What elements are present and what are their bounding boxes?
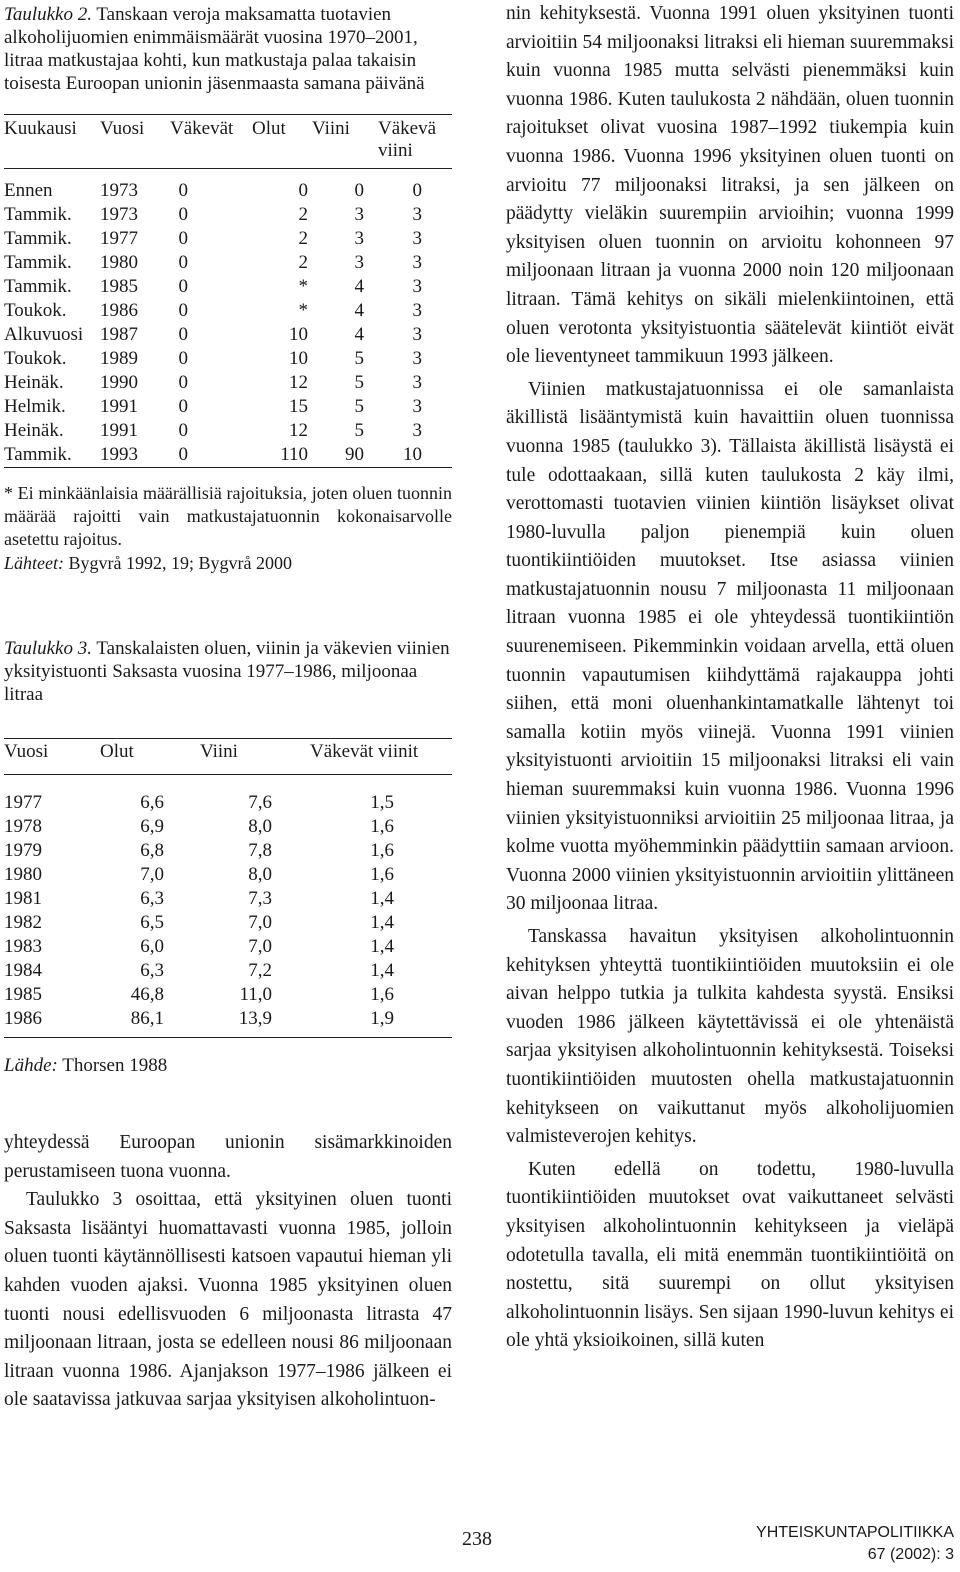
- table3-row: [4, 775, 452, 816]
- table2-cell: 3: [354, 204, 364, 225]
- table2-cell: 0: [178, 276, 188, 297]
- table2-cell: 1987: [100, 324, 138, 345]
- table2-cell: Helmik.: [4, 396, 66, 417]
- table2-row: [4, 371, 452, 395]
- table3-source-label: Lähde:: [4, 1055, 58, 1076]
- table3-header: Vuosi: [4, 741, 49, 762]
- table3-cell: 6,5: [140, 912, 164, 933]
- table2-cell: 3: [412, 204, 422, 225]
- table2-cell: 15: [289, 396, 308, 417]
- table2-cell: Ennen: [4, 180, 53, 201]
- left-body-text: [4, 1129, 452, 1415]
- table3-cell: 6,3: [140, 888, 164, 909]
- table3-row: [4, 863, 452, 887]
- table2-cell: Tammik.: [4, 444, 72, 465]
- table2-row: [4, 227, 452, 251]
- table3-cell: 1981: [4, 888, 42, 909]
- table2-cell: Tammik.: [4, 252, 72, 273]
- table2-cell: 90: [345, 444, 364, 465]
- body-paragraph: nin kehityksestä. Vuonna 1991 oluen yksityinen tuonti arvioitiin 54 miljoonaksi litraksi eli hieman suuremmaksi kuin vuonna 1985 mutta selvästi pienemmäksi kuin vuonna 1986. Kuten taulukosta 2 nähdään, oluen tuonnin rajoitukset olivat vuosina 1987–1992 tiukempia kuin vuonna 1986. Vuonna 1996 yksityinen oluen tuonti on arvioitu 77 miljoonaksi litraksi, ja sen jälkeen on päädytty vieläkin suurempiin arvioihin; vuonna 1999 yksityisen oluen tuonnin on arvioitu kohonneen 97 miljoonaan litraan ja vuonna 2000 noin 120 miljoonaan litraan. Tämä kehitys on sikäli mielenkiintoinen, että oluen verotonta yksityistuontia säätelevät kiintiöt eivät ole lieventyneet tammikuun 1993 jälkeen.: [506, 3, 954, 368]
- table3-header: Olut: [100, 741, 134, 762]
- table2-row: [4, 251, 452, 275]
- journal-issue: 67 (2002): 3: [867, 1546, 954, 1563]
- table3-cell: 13,9: [238, 1008, 272, 1029]
- body-paragraph: Viinien matkustajatuonnissa ei ole samanlaista äkillistä lisääntymistä kuin havaittiin oluen tuonnissa vuonna 1985 (taulukko 3). Tällaista äkillistä lisäystä ei tule odottaakaan, sillä kuten taulukosta 2 käy ilmi, verottomasti tuotavien viinien kiintiön lisäykset olivat 1980-luvulla paljon pienempiä kuin oluen tuontikiintiöiden muutokset. Itse asiassa viinien matkustajatuonnin nousu 7 miljoonasta 11 miljoonaan litraan vuonna 1985 ei ole yhteydessä tuontikiintiön suurenemiseen. Pikemminkin voidaan arvella, että oluen tuonnin vapautumisen kiihdyttämä rajakauppa johti siihen, että moni oluenhankintamatkalle lähtenyt toi samalla kotiin myös viinejä. Vuonna 1991 viinien yksityistuonti arvioitiin 15 miljoonaksi litraksi eli vain hieman suuremmaksi kuin vuonna 1986. Vuonna 1996 viinien yksityistuonniksi arvioitiin 25 miljoonaa litraa, ja kolme vuotta myöhemminkin päädyttiin samaan arvioon. Vuonna 2000 viinien yksityistuonnin arvioitiin ylittäneen 30 miljoonaa litraa.: [506, 378, 954, 915]
- table2-header: Vuosi: [100, 118, 145, 139]
- table2-cell: 1989: [100, 348, 138, 369]
- table2-cell: 4: [354, 276, 364, 297]
- table2-label: Taulukko 2.: [4, 4, 92, 25]
- table2-cell: 1973: [100, 204, 138, 225]
- table3-row: [4, 911, 452, 935]
- table2-row: [4, 347, 452, 371]
- table2-cell: Heinäk.: [4, 372, 64, 393]
- table3-header: Viini: [200, 741, 238, 762]
- table2-row: [4, 275, 452, 299]
- table2-footnote: * Ei minkäänlaisia määrällisiä rajoituksia, joten oluen tuonnin määrää rajoitti vain matkustajatuonnin kokonaisarvolle asetettu rajoitus.: [4, 483, 452, 549]
- table3-cell: 1986: [4, 1008, 42, 1029]
- table3-cell: 1983: [4, 936, 42, 957]
- table2-cell: 3: [412, 228, 422, 249]
- table2-source-label: Lähteet:: [4, 553, 64, 573]
- table3-cell: 7,8: [248, 840, 272, 861]
- table2-cell: Toukok.: [4, 300, 67, 321]
- table2-cell: 0: [178, 252, 188, 273]
- table2-cell: 0: [178, 444, 188, 465]
- table2-cell: 0: [178, 420, 188, 441]
- table3-label: Taulukko 3.: [4, 638, 92, 659]
- table2-cell: 1993: [100, 444, 138, 465]
- table2-cell: 1991: [100, 396, 138, 417]
- table2-header: Olut: [252, 118, 286, 139]
- table2-cell: 10: [289, 348, 308, 369]
- table2-cell: 3: [412, 324, 422, 345]
- table3-cell: 7,3: [248, 888, 272, 909]
- table3-source-text: Thorsen 1988: [57, 1055, 168, 1076]
- table2-header: Väkevä viini: [378, 118, 437, 161]
- table2-cell: 0: [178, 324, 188, 345]
- table3-cell: 7,2: [248, 960, 272, 981]
- table3-cell: 7,0: [140, 864, 164, 885]
- table3-cell: 46,8: [130, 984, 164, 1005]
- table3-cell: 86,1: [130, 1008, 164, 1029]
- table3-cell: 6,3: [140, 960, 164, 981]
- table2-cell: Toukok.: [4, 348, 67, 369]
- body-paragraph: Tanskassa havaitun yksityisen alkoholintuonnin kehityksen yhteyttä tuontikiintiöiden muutoksiin ei ole aivan helppo tutkia ja tulkita kahdesta syystä. Ensiksi vuoden 1986 jälkeen käytettävissä ei ole yhtenäistä sarjaa yksityisen alkoholintuonnin kehityksestä. Toiseksi tuontikiintiöiden muutosten ohella matkustajatuonnin kehitykseen on vaikuttanut myös alkoholijuomien valmisteverojen kehitys.: [506, 926, 954, 1148]
- table2-cell: 2: [298, 228, 308, 249]
- table2-row: [4, 395, 452, 419]
- left-column: [4, 0, 452, 1415]
- table2-cell: 0: [178, 228, 188, 249]
- table3-cell: 6,9: [140, 816, 164, 837]
- journal-name: YHTEISKUNTAPOLITIIKKA: [756, 1524, 954, 1541]
- table2-cell: 12: [289, 420, 308, 441]
- table2-header: Kuukausi: [4, 118, 77, 139]
- table3-cell: 1984: [4, 960, 42, 981]
- table2-cell: Tammik.: [4, 228, 72, 249]
- table2-cell: 2: [298, 204, 308, 225]
- table2-cell: 5: [354, 420, 364, 441]
- table3-title: Tanskalaisten oluen, viinin ja väkevien viinien yksityistuonti Saksasta vuosina 1977–1986, miljoonaa litraa: [4, 638, 450, 705]
- table2-cell: 4: [354, 300, 364, 321]
- table3-cell: 1,6: [370, 816, 394, 837]
- table3-row: [4, 815, 452, 839]
- table3-cell: 1978: [4, 816, 42, 837]
- table2-cell: 3: [412, 372, 422, 393]
- table2-cell: Alkuvuosi: [4, 324, 84, 345]
- table2-cell: 0: [178, 180, 188, 201]
- table3-cell: 11,0: [239, 984, 272, 1005]
- table3-cell: 8,0: [248, 816, 272, 837]
- table2-cell: 5: [354, 372, 364, 393]
- journal-footer: [756, 1522, 954, 1566]
- table3-header: Väkevät viinit: [310, 741, 419, 762]
- table2-header: Väkevät: [170, 118, 234, 139]
- table2-cell: 5: [354, 396, 364, 417]
- table2-caption: [4, 3, 452, 95]
- table2-cell: 0: [178, 348, 188, 369]
- table2-cell: 3: [354, 252, 364, 273]
- table3-cell: 1,4: [370, 936, 394, 957]
- table2-title: Tanskaan veroja maksamatta tuotavien alkoholijuomien enimmäismäärät vuosina 1970–2001, litraa matkustajaa kohti, kun matkustaja palaa takaisin toisesta Euroopan unionin jäsenmaasta samana päivänä: [4, 4, 425, 94]
- table2-cell: 3: [412, 252, 422, 273]
- table3-caption: [4, 637, 452, 706]
- table3-cell: 6,0: [140, 936, 164, 957]
- table2-cell: 0: [412, 180, 422, 201]
- table2-cell: 1990: [100, 372, 138, 393]
- table3-cell: 7,0: [248, 912, 272, 933]
- table2-cell: 2: [298, 252, 308, 273]
- table2-cell: 1985: [100, 276, 138, 297]
- table3-cell: 1985: [4, 984, 42, 1005]
- table2-cell: 10: [403, 444, 422, 465]
- table2-cell: *: [298, 300, 308, 321]
- table2-source-text: Bygvrå 1992, 19; Bygvrå 2000: [64, 553, 292, 573]
- table3-cell: 1,5: [370, 792, 394, 813]
- table3-row: [4, 959, 452, 983]
- table2-cell: Tammik.: [4, 276, 72, 297]
- table2-row: [4, 299, 452, 323]
- table2-cell: 3: [412, 348, 422, 369]
- table3-cell: 8,0: [248, 864, 272, 885]
- table3-cell: 1977: [4, 792, 42, 813]
- table2-row: [4, 203, 452, 227]
- table2-cell: 5: [354, 348, 364, 369]
- table3-cell: 1,6: [370, 840, 394, 861]
- table3-cell: 6,6: [140, 792, 164, 813]
- body-paragraph: Kuten edellä on todettu, 1980-luvulla tuontikiintiöiden muutokset ovat vaikuttaneet selvästi yksityisen alkoholintuonnin kehitykseen ja vieläpä odotetulla tavalla, eli mitä enemmän tuontikiintiöitä on nostettu, sitä suurempi on ollut yksityisen alkoholintuonnin lisäys. Sen sijaan 1990-luvun kehitys ei ole yhtä yksioikoinen, sillä kuten: [506, 1158, 954, 1352]
- table2-row: [4, 419, 452, 443]
- table2-cell: *: [298, 276, 308, 297]
- table2-cell: 12: [289, 372, 308, 393]
- table2-cell: 0: [178, 396, 188, 417]
- table3-cell: 7,6: [248, 792, 272, 813]
- table2-cell: 3: [412, 276, 422, 297]
- table2-row: [4, 323, 452, 347]
- table3-cell: 1,4: [370, 960, 394, 981]
- table2-row: [4, 169, 452, 204]
- table2-cell: 4: [354, 324, 364, 345]
- table2: [4, 114, 452, 468]
- table3-cell: 6,8: [140, 840, 164, 861]
- table2-cell: 10: [289, 324, 308, 345]
- table3-row: [4, 887, 452, 911]
- table2-cell: 3: [412, 396, 422, 417]
- table2-cell: Tammik.: [4, 204, 72, 225]
- table2-row: [4, 443, 452, 468]
- table3-row: [4, 935, 452, 959]
- table2-cell: 1977: [100, 228, 138, 249]
- table2-cell: 0: [178, 300, 188, 321]
- table2-cell: 3: [354, 228, 364, 249]
- table2-cell: 110: [280, 444, 308, 465]
- body-paragraph: Taulukko 3 osoittaa, että yksityinen oluen tuonti Saksasta lisääntyi huomattavasti vuonna 1985, jolloin oluen tuonti käytännöllisesti katsoen vapautui hieman yli kahden vuoden ajaksi. Vuonna 1985 yksityinen oluen tuonti nousi edellisvuoden 6 miljoonasta litrasta 47 miljoonaan litraan, josta se edelleen nousi 86 miljoonaan litraan vuonna 1986. Ajanjakson 1977–1986 jälkeen ei ole saatavissa jatkuvaa sarjaa yksityisen alkoholintuon-: [4, 1189, 452, 1411]
- table3-cell: 1,4: [370, 888, 394, 909]
- table3-cell: 1980: [4, 864, 42, 885]
- table3-row: [4, 983, 452, 1007]
- table2-source: [4, 552, 452, 575]
- page-number: 238: [462, 1528, 492, 1550]
- table3-cell: 7,0: [248, 936, 272, 957]
- table2-cell: 1980: [100, 252, 138, 273]
- table2-cell: 3: [412, 420, 422, 441]
- table2-cell: 3: [412, 300, 422, 321]
- table2-cell: 1991: [100, 420, 138, 441]
- table2-cell: 1973: [100, 180, 138, 201]
- body-paragraph: yhteydessä Euroopan unionin sisämarkkinoiden perustamiseen tuona vuonna.: [4, 1132, 452, 1182]
- table2-header: Viini: [312, 118, 350, 139]
- table3-row: [4, 839, 452, 863]
- table3-cell: 1982: [4, 912, 42, 933]
- table3: [4, 738, 452, 1038]
- table3-cell: 1,6: [370, 984, 394, 1005]
- table3-source: [4, 1054, 452, 1077]
- table3-cell: 1,4: [370, 912, 394, 933]
- table2-cell: 0: [354, 180, 364, 201]
- table3-row: [4, 1007, 452, 1038]
- right-column: [506, 0, 954, 1356]
- table3-cell: 1,9: [370, 1008, 394, 1029]
- table2-cell: 0: [178, 204, 188, 225]
- table2-cell: 0: [178, 372, 188, 393]
- table2-cell: 0: [298, 180, 308, 201]
- table3-cell: 1,6: [370, 864, 394, 885]
- table3-cell: 1979: [4, 840, 42, 861]
- table2-cell: Heinäk.: [4, 420, 64, 441]
- table2-cell: 1986: [100, 300, 138, 321]
